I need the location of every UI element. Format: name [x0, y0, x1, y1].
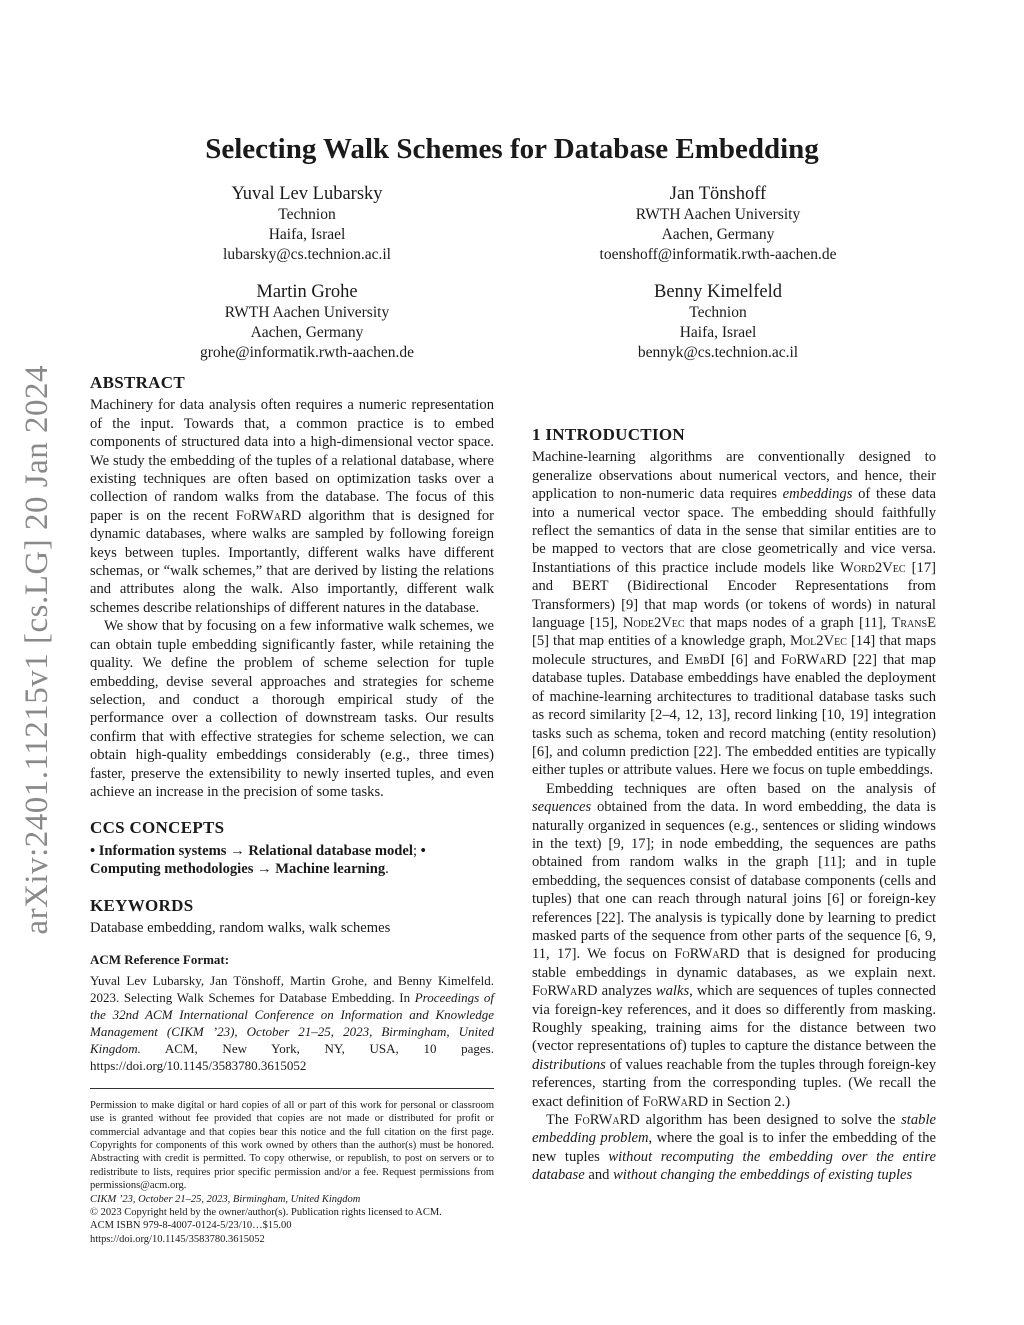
- author-email: bennyk@cs.technion.ac.il: [637, 344, 799, 361]
- acm-reference-heading: ACM Reference Format:: [90, 952, 230, 968]
- author-block: [137, 183, 477, 265]
- acm-reference: Yuval Lev Lubarsky, Jan Tönshoff, Martin Grohe, and Benny Kimelfeld. 2023. Selecting Walk Schemes for Database Embedding. In Proceedings of the 32nd ACM International Conference on Information and Knowledge Management (CIKM ’23), October 21–25, 2023, Birmingham, United Kingdom. ACM, New York, NY, USA, 10 pages. https://doi.org/10.1145/3583780.3615052: [90, 972, 494, 1073]
- author-block: [548, 281, 888, 363]
- arxiv-id-text: arXiv:2401.11215v1 [cs.LG] 20 Jan 2024: [18, 365, 55, 935]
- author-email: toenshoff@informatik.rwth-aachen.de: [599, 246, 837, 263]
- abstract-paragraph: We show that by focusing on a few informative walk schemes, we can obtain tuple embedding significantly faster, while retaining the quality. We define the problem of scheme selection for tuple embedding, devise several approaches and strategies for scheme selection, and conduct a thorough empirical study of the performance over a collection of downstream tasks. Our results confirm that with effective strategies for scheme selection, we can obtain high-quality embeddings considerably (e.g., three times) faster, preserve the extensibility to newly inserted tuples, and even achieve an increase in the precision of some tasks.: [90, 618, 494, 800]
- intro-paragraph: Embedding techniques are often based on the analysis of sequences obtained from the data. In word embedding, the data is naturally organized in sequences (e.g., sentences or sliding windows in the text) [9, 17]; in node embedding, the sequences are paths obtained from random walks in the graph [11]; and in tuple embedding, the sequences consist of database components (cells and tuples) that one can reach through natural joins [6] or foreign-key references [22]. The analysis is typically done by learning to predict masked parts of the sequence from other parts of the sequence [6, 9, 11, 17]. We focus on FoRWaRD that is designed for producing stable embeddings in dynamic databases, as we explain next. FoRWaRD analyzes walks, which are sequences of tuples connected via foreign-key references, and it does so differently from masking. Roughly speaking, training aims for the distance between two (vector representations of) tuples to capture the distance between the distributions of values reachable from the tuples through foreign-key references, starting from the corresponding tuples. (We recall the exact definition of FoRWaRD in Section 2.): [532, 780, 936, 1110]
- footnote-divider: [90, 1088, 494, 1089]
- author-name: Yuval Lev Lubarsky: [231, 184, 383, 204]
- author-block: [548, 183, 888, 265]
- ccs-concepts: • Information systems → Relational database model; • Computing methodologies → Machine learning.: [90, 842, 426, 878]
- permission-block: [90, 1099, 494, 1246]
- doi-link[interactable]: https://doi.org/10.1145/3583780.3615052: [90, 1233, 265, 1245]
- isbn-line: ACM ISBN 979-8-4007-0124-5/23/10…$15.00: [90, 1220, 292, 1232]
- author-location: Haifa, Israel: [268, 226, 346, 243]
- author-affiliation: Technion: [278, 206, 336, 223]
- author-name: Benny Kimelfeld: [654, 282, 782, 302]
- author-affiliation: Technion: [689, 304, 747, 321]
- author-affiliation: RWTH Aachen University: [635, 206, 801, 223]
- author-location: Aachen, Germany: [250, 324, 364, 341]
- keywords-text: Database embedding, random walks, walk schemes: [90, 919, 391, 936]
- author-email: lubarsky@cs.technion.ac.il: [223, 246, 391, 263]
- intro-paragraph: The FoRWaRD algorithm has been designed to solve the stable embedding problem, where the goal is to infer the embedding of the new tuples without recomputing the embedding over the entire database and without changing the embeddings of existing tuples: [532, 1112, 936, 1184]
- arxiv-identifier: [8, 360, 66, 940]
- author-name: Martin Grohe: [256, 282, 358, 302]
- author-affiliation: RWTH Aachen University: [224, 304, 390, 321]
- author-name: Jan Tönshoff: [669, 184, 767, 204]
- author-email: grohe@informatik.rwth-aachen.de: [200, 344, 414, 361]
- ccs-heading: CCS CONCEPTS: [90, 818, 225, 838]
- introduction-heading: 1 INTRODUCTION: [532, 425, 685, 444]
- author-block: [137, 281, 477, 363]
- permission-text: Permission to make digital or hard copies of all or part of this work for personal or classroom use is granted without fee provided that copies are not made or distributed for profit or commercial advantage and that copies bear this notice and the full citation on the first page. Copyrights for components of this work owned by others than the author(s) must be honored. Abstracting with credit is permitted. To copy otherwise, or republish, to post on servers or to redistribute to lists, requires prior specific permission and/or a fee. Request permissions from permissions@acm.org.: [90, 1099, 494, 1192]
- author-location: Haifa, Israel: [679, 324, 757, 341]
- forward-name: FoRWaRD: [235, 507, 302, 524]
- author-location: Aachen, Germany: [661, 226, 775, 243]
- paper-title: Selecting Walk Schemes for Database Embedding: [205, 133, 819, 165]
- right-column: [532, 374, 936, 1185]
- copyright-line: © 2023 Copyright held by the owner/author(s). Publication rights licensed to ACM.: [90, 1207, 442, 1219]
- left-column: [90, 374, 494, 1246]
- abstract-heading: ABSTRACT: [90, 373, 185, 392]
- abstract-paragraph: Machinery for data analysis often requires a numeric representation of the input. Towards that, a common practice is to embed components of structured data into a high-dimensional vector space. We study the embedding of the tuples of a relational database, where existing techniques are often based on optimization tasks over a collection of random walks from the database. The focus of this paper is on the recent FoRWaRD algorithm that is designed for dynamic databases, where walks are sampled by following foreign keys between tuples. Importantly, different walks have different schemas, or “walk schemes,” that are derived by listing the relations and attributes along the walk. Also importantly, different walk schemes describe relationships of different natures in the database.: [90, 397, 494, 616]
- venue-line: CIKM ’23, October 21–25, 2023, Birmingham, United Kingdom: [90, 1193, 361, 1205]
- intro-paragraph: Machine-learning algorithms are conventionally designed to generalize observations about numerical vectors, and hence, their application to non-numeric data requires embeddings of these data into a numerical vector space. The embedding should faithfully reflect the semantics of data in the sense that similar entities are to be mapped to vectors that are close geometrically and vice versa. Instantiations of this practice include models like Word2Vec [17] and BERT (Bidirectional Encoder Representations from Transformers) [9] that map words (or tokens of words) in natural language [15], Node2Vec that maps nodes of a graph [11], TransE [5] that map entities of a knowledge graph, Mol2Vec [14] that maps molecule structures, and EmbDI [6] and FoRWaRD [22] that map database tuples. Database embeddings have enabled the deployment of machine-learning architectures to traditional database tasks such as record similarity [2–4, 12, 13], record linking [10, 19] integration tasks such as schema, token and record matching (entity resolution) [6], and column prediction [22]. The embedded entities are typically either tuples or attribute values. Here we focus on tuple embeddings.: [532, 449, 937, 779]
- keywords-heading: KEYWORDS: [90, 895, 194, 915]
